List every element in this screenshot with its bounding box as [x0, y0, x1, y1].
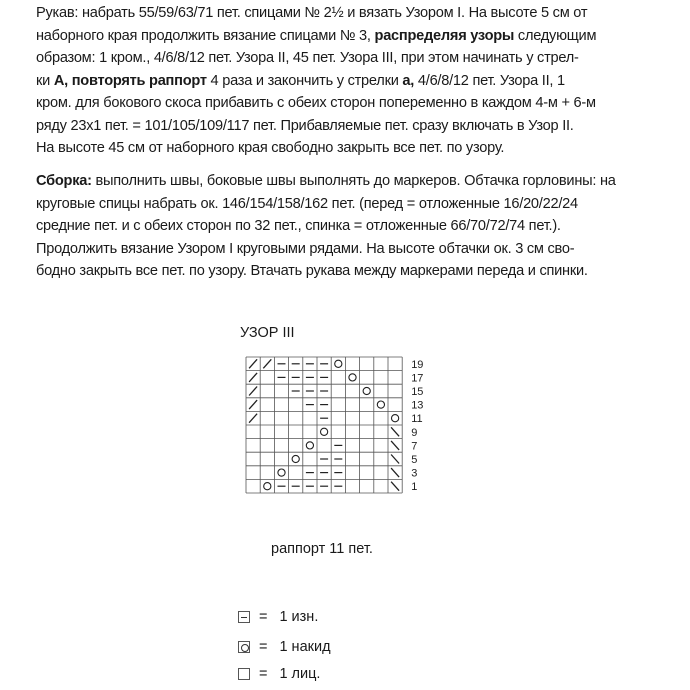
- decrease-left-symbol: [391, 441, 399, 450]
- decrease-right-symbol: [249, 373, 257, 382]
- yarn-over-icon: [238, 641, 250, 653]
- decrease-right-symbol: [249, 414, 257, 423]
- text-line: ряду 23х1 пет. = 101/105/109/117 пет. Прибавляемые пет. сразу включать в Узор II.: [36, 117, 574, 134]
- row-number-label: 19: [411, 358, 424, 371]
- row-number-label: 7: [411, 440, 418, 453]
- row-number-label: 9: [411, 426, 418, 439]
- assembly-instructions: [36, 170, 656, 283]
- yarn-over-symbol: [292, 455, 299, 462]
- text-line: Рукав: набрать 55/59/63/71 пет. спицами № 2½ и вязать Узором I. На высоте 5 см от: [36, 5, 588, 21]
- pattern-chart: [244, 355, 444, 495]
- repeat-caption: раппорт 11 пет.: [271, 541, 373, 557]
- yarn-over-symbol: [349, 374, 356, 381]
- legend-label: 1 изн.: [279, 609, 319, 625]
- legend-equals: =: [259, 609, 268, 625]
- yarn-over-symbol: [363, 387, 370, 394]
- yarn-over-symbol: [278, 469, 285, 476]
- text-line: наборного края продолжить вязание спицами № 3, распределяя узоры следующим: [36, 27, 597, 44]
- text-line: круговые спицы набрать ок. 146/154/158/162 пет. (перед = отложенные 16/20/22/24: [36, 195, 578, 212]
- decrease-left-symbol: [391, 482, 399, 491]
- decrease-right-symbol: [263, 359, 271, 368]
- text-line: На высоте 45 см от наборного края свободно закрыть все пет. по узору.: [36, 140, 505, 156]
- row-number-label: 5: [411, 454, 418, 466]
- row-number-label: 15: [411, 386, 424, 398]
- text-line: средние пет. и с обеих сторон по 32 пет., спинка = отложенные 66/70/72/74 пет.).: [36, 218, 561, 234]
- legend-label: 1 лиц.: [279, 666, 321, 682]
- sleeve-instructions: [36, 2, 656, 160]
- decrease-left-symbol: [391, 468, 399, 477]
- yarn-over-symbol: [321, 428, 328, 435]
- text-line: Сборка: выполнить швы, боковые швы выполнять до маркеров. Обтачка горловины: на: [36, 173, 616, 189]
- decrease-right-symbol: [249, 400, 257, 409]
- legend-equals: =: [259, 666, 268, 682]
- yarn-over-symbol: [392, 415, 399, 422]
- yarn-over-symbol: [377, 401, 384, 408]
- row-number-label: 1: [411, 481, 418, 494]
- legend-item-knit: [238, 665, 320, 683]
- text-line: образом: 1 кром., 4/6/8/12 пет. Узора II, 45 пет. Узора III, при этом начинать у стрел-: [36, 50, 579, 66]
- legend-item-purl: [238, 608, 318, 626]
- yarn-over-symbol: [306, 442, 313, 449]
- legend-label: 1 накид: [279, 639, 331, 655]
- yarn-over-symbol: [335, 360, 342, 367]
- row-number-label: 13: [411, 399, 424, 412]
- decrease-left-symbol: [391, 455, 399, 464]
- text-line: Продолжить вязание Узором I круговыми рядами. На высоте обтачки ок. 3 см сво-: [36, 240, 575, 257]
- text-line: бодно закрыть все пет. по узору. Втачать рукава между маркерами переда и спинки.: [36, 263, 588, 279]
- decrease-right-symbol: [249, 387, 257, 396]
- decrease-left-symbol: [391, 427, 399, 436]
- row-number-label: 11: [411, 413, 423, 426]
- purl-icon: [238, 611, 250, 623]
- decrease-right-symbol: [249, 359, 257, 368]
- legend-equals: =: [259, 639, 268, 655]
- knit-icon: [238, 668, 250, 680]
- legend-item-yarn-over: [238, 638, 331, 656]
- yarn-over-symbol: [264, 483, 271, 490]
- text-line: ки А, повторять раппорт 4 раза и закончить у стрелки а, 4/6/8/12 пет. Узора II, 1: [36, 72, 565, 89]
- row-number-label: 17: [411, 372, 424, 385]
- row-number-label: 3: [411, 467, 418, 480]
- chart-title: УЗОР III: [240, 325, 295, 341]
- text-line: кром. для бокового скоса прибавить с обеих сторон попеременно в каждом 4-м + 6-м: [36, 95, 596, 111]
